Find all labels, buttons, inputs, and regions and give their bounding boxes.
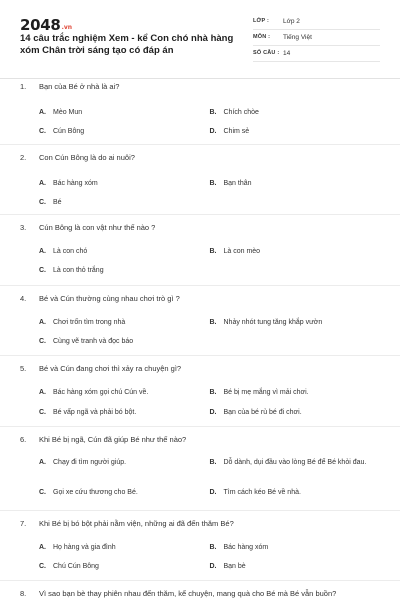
option-row: [39, 543, 380, 553]
question-number: 8.: [20, 589, 27, 598]
question-divider: [0, 580, 400, 581]
option-text: Chú Cún Bông: [53, 563, 99, 570]
question-text: [20, 293, 380, 304]
option-row: [39, 488, 380, 498]
logo-main: 2048: [20, 16, 61, 34]
question-number: 2.: [20, 153, 27, 162]
option-row: [39, 458, 380, 468]
question-text: [20, 222, 380, 233]
question-item: [0, 81, 400, 135]
option-text: Bạn của bé rủ bé đi chơi.: [223, 409, 302, 416]
option-row: [39, 337, 380, 347]
question-item: [0, 363, 400, 416]
answer-option[interactable]: [210, 318, 381, 328]
question-text: [20, 152, 380, 163]
question-divider: [0, 426, 400, 427]
option-text: Bác hàng xóm: [53, 180, 98, 187]
option-text: Bác hàng xóm gọi chú Cún về.: [53, 389, 149, 396]
answer-option[interactable]: [210, 562, 381, 572]
answer-option[interactable]: [210, 458, 381, 468]
question-item: [0, 588, 400, 599]
option-letter: D.: [209, 563, 217, 570]
option-text: Là con thỏ trắng: [53, 267, 104, 274]
question-text: [20, 363, 380, 374]
question-divider: [0, 214, 400, 215]
answer-option[interactable]: [210, 247, 381, 257]
question-divider: [0, 285, 400, 286]
question-label: Khi Bé bị bó bột phải nằm viện, những ai đã đến thăm Bé?: [39, 519, 234, 528]
option-row: [39, 108, 380, 118]
option-row: [39, 388, 380, 398]
meta-label: MÔN :: [253, 34, 271, 40]
question-divider: [0, 144, 400, 145]
option-text: Chơi trốn tìm trong nhà: [53, 319, 126, 326]
answer-option[interactable]: [39, 247, 210, 257]
question-item: [0, 222, 400, 274]
question-text: [20, 81, 380, 92]
option-letter: B.: [209, 389, 217, 396]
answer-option[interactable]: [210, 408, 381, 418]
option-letter: A.: [39, 459, 46, 466]
answer-option[interactable]: [39, 127, 210, 137]
meta-row: [253, 48, 380, 62]
option-letter: B.: [209, 109, 217, 116]
answer-option[interactable]: [39, 318, 210, 328]
question-label: Bạn của Bé ở nhà là ai?: [39, 82, 120, 91]
option-letter: A.: [39, 544, 46, 551]
answer-option[interactable]: [210, 127, 381, 137]
option-text: Chích chòe: [223, 109, 259, 116]
option-letter: B.: [209, 248, 217, 255]
answer-option[interactable]: [39, 488, 210, 498]
option-row: [39, 179, 380, 189]
answer-option[interactable]: [39, 408, 210, 418]
option-letter: B.: [209, 544, 217, 551]
answer-option[interactable]: [210, 108, 381, 118]
option-letter: C.: [39, 489, 46, 496]
meta-row: [253, 32, 380, 46]
meta-value: Tiếng Việt: [283, 34, 312, 41]
option-text: Họ hàng và gia đình: [53, 544, 116, 551]
answer-option[interactable]: [210, 388, 381, 398]
option-text: Bác hàng xóm: [223, 544, 269, 551]
question-number: 5.: [20, 364, 27, 373]
document-meta: [253, 16, 380, 64]
header-divider: [0, 78, 400, 79]
option-letter: A.: [39, 319, 46, 326]
answer-option[interactable]: [39, 266, 212, 276]
option-row: [39, 266, 380, 276]
option-text: Cùng vẽ tranh và đọc báo: [53, 338, 134, 345]
option-letter: D.: [209, 489, 217, 496]
question-number: 6.: [20, 435, 27, 444]
meta-value: 14: [283, 50, 291, 57]
question-label: Cún Bông là con vật như thế nào ?: [39, 223, 156, 232]
option-text: Là con mèo: [223, 248, 261, 255]
answer-option[interactable]: [210, 179, 381, 189]
option-text: Bạn thân: [223, 180, 252, 187]
option-letter: C.: [39, 409, 46, 416]
option-text: Nhảy nhót tung tăng khắp vườn: [223, 319, 323, 326]
option-letter: B.: [209, 319, 217, 326]
question-text: [20, 518, 380, 529]
question-item: [0, 152, 400, 206]
option-row: [39, 408, 380, 418]
answer-option[interactable]: [39, 388, 210, 398]
option-text: Bé: [53, 199, 62, 206]
question-label: Bé và Cún thường cùng nhau chơi trò gì ?: [39, 294, 180, 303]
question-item: [0, 293, 400, 345]
site-logo[interactable]: [20, 16, 72, 34]
answer-option[interactable]: [39, 337, 212, 347]
question-label: Vì sao bạn bè thay phiên nhau đến thăm, kể chuyện, mang quà cho Bé mà Bé vẫn buồn?: [39, 589, 337, 598]
answer-option[interactable]: [39, 458, 210, 468]
option-letter: A.: [39, 248, 46, 255]
option-letter: D.: [209, 409, 217, 416]
option-text: Bé vấp ngã và phải bó bột.: [53, 409, 137, 416]
answer-option[interactable]: [39, 108, 210, 118]
question-divider: [0, 510, 400, 511]
option-letter: C.: [39, 128, 46, 135]
option-text: Chạy đi tìm người giúp.: [53, 459, 127, 466]
option-row: [39, 127, 380, 137]
question-number: 1.: [20, 82, 27, 91]
answer-option[interactable]: [39, 198, 212, 208]
option-row: [39, 318, 380, 328]
document-title: 14 câu trắc nghiệm Xem - kể Con chó nhà hàng xóm Chân trời sáng tạo có đáp án: [20, 33, 234, 56]
question-divider: [0, 355, 400, 356]
option-text: Là con chó: [53, 248, 88, 255]
option-text: Dỗ dành, dụi đầu vào lòng Bé để Bé khỏi đau.: [223, 459, 367, 466]
option-letter: A.: [39, 180, 46, 187]
option-letter: C.: [39, 267, 46, 274]
question-number: 3.: [20, 223, 27, 232]
option-letter: A.: [39, 109, 46, 116]
logo-suffix: .vn: [61, 24, 73, 31]
answer-option[interactable]: [210, 543, 381, 553]
answer-option[interactable]: [39, 179, 210, 189]
option-letter: B.: [209, 459, 217, 466]
option-text: Mèo Mun: [53, 109, 83, 116]
question-text: [20, 434, 380, 445]
option-letter: B.: [209, 180, 217, 187]
meta-value: Lớp 2: [283, 18, 300, 25]
question-label: Khi Bé bị ngã, Cún đã giúp Bé như thế nào?: [39, 435, 187, 444]
option-text: Chim sẻ: [223, 128, 250, 135]
option-text: Bé bị mẹ mắng vì mải chơi.: [223, 389, 309, 396]
option-row: [39, 247, 380, 257]
option-letter: D.: [209, 128, 217, 135]
option-letter: C.: [39, 563, 46, 570]
answer-option[interactable]: [39, 562, 210, 572]
option-row: [39, 198, 380, 208]
page-header: [0, 0, 400, 76]
option-text: Gọi xe cứu thương cho Bé.: [53, 489, 138, 496]
meta-row: [253, 16, 380, 30]
question-number: 7.: [20, 519, 27, 528]
option-letter: C.: [39, 338, 46, 345]
option-letter: C.: [39, 199, 46, 206]
meta-label: LỚP :: [253, 18, 269, 24]
answer-option[interactable]: [39, 543, 210, 553]
question-number: 4.: [20, 294, 27, 303]
answer-option[interactable]: [210, 488, 381, 498]
meta-label: SỐ CÂU :: [253, 50, 280, 56]
option-text: Cún Bông: [53, 128, 85, 135]
question-item: [0, 518, 400, 570]
option-text: Bạn bè: [223, 563, 246, 570]
question-text: [20, 588, 380, 599]
question-item: [0, 434, 400, 496]
option-letter: A.: [39, 389, 46, 396]
option-text: Tìm cách kéo Bé về nhà.: [223, 489, 301, 496]
question-label: Bé và Cún đang chơi thì xảy ra chuyện gì?: [39, 364, 182, 373]
option-row: [39, 562, 380, 572]
question-label: Con Cún Bông là do ai nuôi?: [39, 153, 135, 162]
